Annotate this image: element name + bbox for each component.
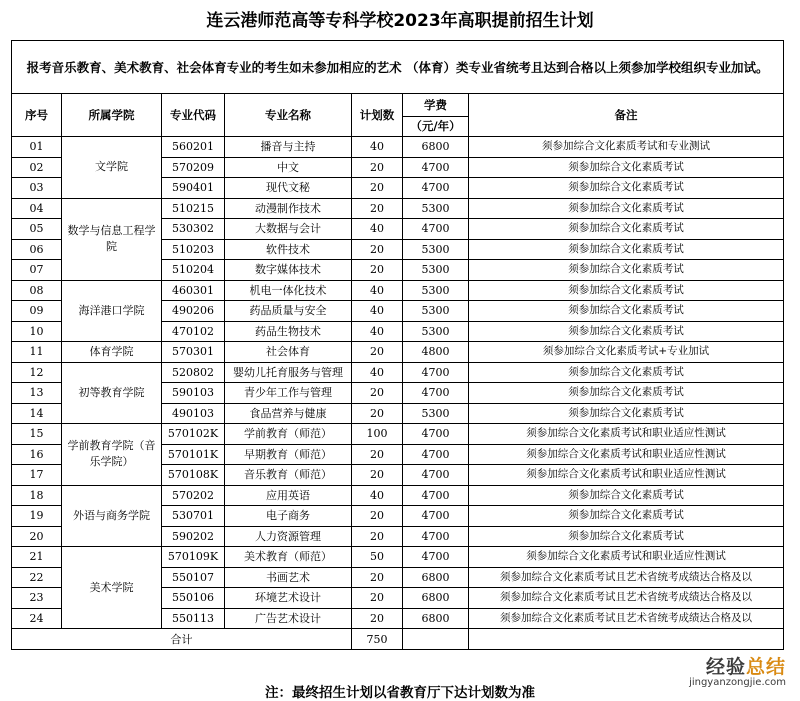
cell-plan: 20 xyxy=(352,260,403,281)
cell-remark: 须参加综合文化素质考试 xyxy=(469,219,784,240)
cell-name: 婴幼儿托育服务与管理 xyxy=(225,362,352,383)
cell-college: 体育学院 xyxy=(62,342,162,363)
cell-remark: 须参加综合文化素质考试 xyxy=(469,280,784,301)
cell-name: 数字媒体技术 xyxy=(225,260,352,281)
table-row xyxy=(12,280,784,301)
cell-code: 510215 xyxy=(162,198,225,219)
watermark-text-a: 经验 xyxy=(705,656,746,678)
cell-fee: 4700 xyxy=(403,424,469,445)
cell-fee: 5300 xyxy=(403,280,469,301)
table-row xyxy=(12,547,784,568)
cell-plan: 20 xyxy=(352,444,403,465)
cell-remark: 须参加综合文化素质考试 xyxy=(469,383,784,404)
cell-remark: 须参加综合文化素质考试和职业适应性测试 xyxy=(469,424,784,445)
cell-seq: 14 xyxy=(12,403,62,424)
table-body xyxy=(12,137,784,629)
cell-remark: 须参加综合文化素质考试和职业适应性测试 xyxy=(469,465,784,486)
cell-remark: 须参加综合文化素质考试且艺术省统考成绩达合格及以 xyxy=(469,608,784,629)
cell-seq: 09 xyxy=(12,301,62,322)
header-college: 所属学院 xyxy=(62,94,162,137)
cell-name: 药品质量与安全 xyxy=(225,301,352,322)
cell-seq: 13 xyxy=(12,383,62,404)
cell-remark: 须参加综合文化素质考试 xyxy=(469,506,784,527)
cell-remark: 须参加综合文化素质考试 xyxy=(469,526,784,547)
cell-plan: 20 xyxy=(352,342,403,363)
total-value: 750 xyxy=(352,629,403,650)
header-remark: 备注 xyxy=(469,94,784,137)
cell-remark: 须参加综合文化素质考试 xyxy=(469,301,784,322)
cell-seq: 19 xyxy=(12,506,62,527)
cell-seq: 02 xyxy=(12,157,62,178)
header-plan: 计划数 xyxy=(352,94,403,137)
cell-name: 青少年工作与管理 xyxy=(225,383,352,404)
header-code: 专业代码 xyxy=(162,94,225,137)
cell-remark: 须参加综合文化素质考试+专业加试 xyxy=(469,342,784,363)
cell-seq: 11 xyxy=(12,342,62,363)
cell-name: 学前教育（师范） xyxy=(225,424,352,445)
cell-remark: 须参加综合文化素质考试和专业测试 xyxy=(469,137,784,158)
header-fee-unit: （元/年） xyxy=(403,117,469,137)
cell-seq: 18 xyxy=(12,485,62,506)
total-remark-empty xyxy=(469,629,784,650)
cell-code: 570301 xyxy=(162,342,225,363)
cell-fee: 4700 xyxy=(403,219,469,240)
cell-code: 590202 xyxy=(162,526,225,547)
cell-fee: 5300 xyxy=(403,239,469,260)
cell-remark: 须参加综合文化素质考试 xyxy=(469,239,784,260)
table-row xyxy=(12,198,784,219)
cell-fee: 4700 xyxy=(403,178,469,199)
cell-fee: 4700 xyxy=(403,444,469,465)
table-row xyxy=(12,342,784,363)
cell-name: 社会体育 xyxy=(225,342,352,363)
cell-college: 学前教育学院（音乐学院） xyxy=(62,424,162,486)
cell-plan: 20 xyxy=(352,588,403,609)
cell-plan: 40 xyxy=(352,321,403,342)
cell-remark: 须参加综合文化素质考试和职业适应性测试 xyxy=(469,547,784,568)
cell-code: 490206 xyxy=(162,301,225,322)
cell-name: 应用英语 xyxy=(225,485,352,506)
cell-fee: 5300 xyxy=(403,403,469,424)
cell-seq: 17 xyxy=(12,465,62,486)
cell-code: 550106 xyxy=(162,588,225,609)
cell-plan: 50 xyxy=(352,547,403,568)
cell-fee: 5300 xyxy=(403,260,469,281)
cell-code: 570202 xyxy=(162,485,225,506)
cell-plan: 20 xyxy=(352,608,403,629)
footer-note: 注：最终招生计划以省教育厅下达计划数为准 xyxy=(265,685,535,701)
cell-name: 书画艺术 xyxy=(225,567,352,588)
cell-seq: 20 xyxy=(12,526,62,547)
cell-code: 510204 xyxy=(162,260,225,281)
header-name: 专业名称 xyxy=(225,94,352,137)
cell-code: 530701 xyxy=(162,506,225,527)
cell-plan: 20 xyxy=(352,383,403,404)
cell-plan: 40 xyxy=(352,219,403,240)
cell-code: 590401 xyxy=(162,178,225,199)
cell-plan: 20 xyxy=(352,403,403,424)
cell-name: 现代文秘 xyxy=(225,178,352,199)
cell-fee: 4700 xyxy=(403,362,469,383)
cell-seq: 15 xyxy=(12,424,62,445)
cell-remark: 须参加综合文化素质考试且艺术省统考成绩达合格及以 xyxy=(469,588,784,609)
cell-fee: 4700 xyxy=(403,383,469,404)
cell-seq: 23 xyxy=(12,588,62,609)
cell-seq: 12 xyxy=(12,362,62,383)
cell-code: 590103 xyxy=(162,383,225,404)
notice-text: 报考音乐教育、美术教育、社会体育专业的考生如未参加相应的艺术 （体育）类专业省统考且达到合格以上须参加学校组织专业加试。 xyxy=(12,41,784,94)
cell-code: 570109K xyxy=(162,547,225,568)
page-title: 连云港师范高等专科学校2023年高职提前招生计划 xyxy=(206,11,594,31)
cell-plan: 20 xyxy=(352,239,403,260)
cell-code: 570101K xyxy=(162,444,225,465)
cell-fee: 5300 xyxy=(403,301,469,322)
cell-seq: 16 xyxy=(12,444,62,465)
cell-college: 数学与信息工程学院 xyxy=(62,198,162,280)
cell-plan: 20 xyxy=(352,178,403,199)
total-fee-empty xyxy=(403,629,469,650)
cell-code: 470102 xyxy=(162,321,225,342)
cell-code: 550113 xyxy=(162,608,225,629)
cell-name: 机电一体化技术 xyxy=(225,280,352,301)
cell-fee: 4700 xyxy=(403,465,469,486)
cell-plan: 40 xyxy=(352,485,403,506)
table-row xyxy=(12,362,784,383)
cell-name: 中文 xyxy=(225,157,352,178)
cell-remark: 须参加综合文化素质考试且艺术省统考成绩达合格及以 xyxy=(469,567,784,588)
cell-seq: 07 xyxy=(12,260,62,281)
admission-plan-table xyxy=(11,40,784,650)
cell-code: 490103 xyxy=(162,403,225,424)
cell-remark: 须参加综合文化素质考试 xyxy=(469,321,784,342)
cell-fee: 6800 xyxy=(403,137,469,158)
cell-fee: 4700 xyxy=(403,547,469,568)
cell-code: 530302 xyxy=(162,219,225,240)
cell-name: 播音与主持 xyxy=(225,137,352,158)
cell-code: 570209 xyxy=(162,157,225,178)
cell-fee: 4700 xyxy=(403,485,469,506)
watermark-text-b: 总结 xyxy=(745,656,786,678)
cell-fee: 6800 xyxy=(403,608,469,629)
cell-name: 软件技术 xyxy=(225,239,352,260)
cell-plan: 40 xyxy=(352,280,403,301)
cell-plan: 20 xyxy=(352,157,403,178)
cell-plan: 20 xyxy=(352,198,403,219)
cell-code: 460301 xyxy=(162,280,225,301)
cell-seq: 04 xyxy=(12,198,62,219)
cell-fee: 4700 xyxy=(403,506,469,527)
cell-plan: 20 xyxy=(352,526,403,547)
cell-fee: 4700 xyxy=(403,526,469,547)
cell-name: 早期教育（师范） xyxy=(225,444,352,465)
cell-name: 人力资源管理 xyxy=(225,526,352,547)
cell-remark: 须参加综合文化素质考试 xyxy=(469,178,784,199)
cell-seq: 24 xyxy=(12,608,62,629)
cell-code: 520802 xyxy=(162,362,225,383)
cell-seq: 03 xyxy=(12,178,62,199)
cell-seq: 22 xyxy=(12,567,62,588)
cell-seq: 10 xyxy=(12,321,62,342)
cell-code: 570102K xyxy=(162,424,225,445)
cell-remark: 须参加综合文化素质考试 xyxy=(469,260,784,281)
header-fee: 学费 xyxy=(403,94,469,117)
cell-fee: 5300 xyxy=(403,321,469,342)
cell-name: 药品生物技术 xyxy=(225,321,352,342)
cell-code: 550107 xyxy=(162,567,225,588)
cell-plan: 40 xyxy=(352,137,403,158)
cell-plan: 20 xyxy=(352,567,403,588)
table-row xyxy=(12,424,784,445)
cell-fee: 6800 xyxy=(403,588,469,609)
cell-name: 电子商务 xyxy=(225,506,352,527)
cell-plan: 20 xyxy=(352,465,403,486)
cell-college: 初等教育学院 xyxy=(62,362,162,424)
cell-remark: 须参加综合文化素质考试 xyxy=(469,403,784,424)
cell-plan: 40 xyxy=(352,301,403,322)
cell-college: 海洋港口学院 xyxy=(62,280,162,342)
cell-seq: 08 xyxy=(12,280,62,301)
cell-seq: 21 xyxy=(12,547,62,568)
cell-fee: 6800 xyxy=(403,567,469,588)
cell-seq: 01 xyxy=(12,137,62,158)
watermark-url: jingyanzongjie.com xyxy=(689,677,786,688)
cell-fee: 4700 xyxy=(403,157,469,178)
cell-remark: 须参加综合文化素质考试 xyxy=(469,198,784,219)
cell-plan: 100 xyxy=(352,424,403,445)
cell-remark: 须参加综合文化素质考试 xyxy=(469,485,784,506)
cell-name: 大数据与会计 xyxy=(225,219,352,240)
table-row xyxy=(12,137,784,158)
cell-name: 动漫制作技术 xyxy=(225,198,352,219)
cell-plan: 40 xyxy=(352,362,403,383)
cell-code: 560201 xyxy=(162,137,225,158)
table-row xyxy=(12,485,784,506)
cell-seq: 05 xyxy=(12,219,62,240)
cell-college: 外语与商务学院 xyxy=(62,485,162,547)
cell-plan: 20 xyxy=(352,506,403,527)
cell-name: 美术教育（师范） xyxy=(225,547,352,568)
cell-name: 广告艺术设计 xyxy=(225,608,352,629)
cell-name: 音乐教育（师范） xyxy=(225,465,352,486)
cell-fee: 4800 xyxy=(403,342,469,363)
cell-remark: 须参加综合文化素质考试 xyxy=(469,157,784,178)
cell-code: 570108K xyxy=(162,465,225,486)
header-seq: 序号 xyxy=(12,94,62,137)
cell-college: 美术学院 xyxy=(62,547,162,629)
cell-code: 510203 xyxy=(162,239,225,260)
cell-seq: 06 xyxy=(12,239,62,260)
cell-name: 食品营养与健康 xyxy=(225,403,352,424)
cell-remark: 须参加综合文化素质考试和职业适应性测试 xyxy=(469,444,784,465)
cell-name: 环境艺术设计 xyxy=(225,588,352,609)
cell-fee: 5300 xyxy=(403,198,469,219)
cell-remark: 须参加综合文化素质考试 xyxy=(469,362,784,383)
total-label: 合计 xyxy=(12,629,352,650)
cell-college: 文学院 xyxy=(62,137,162,199)
